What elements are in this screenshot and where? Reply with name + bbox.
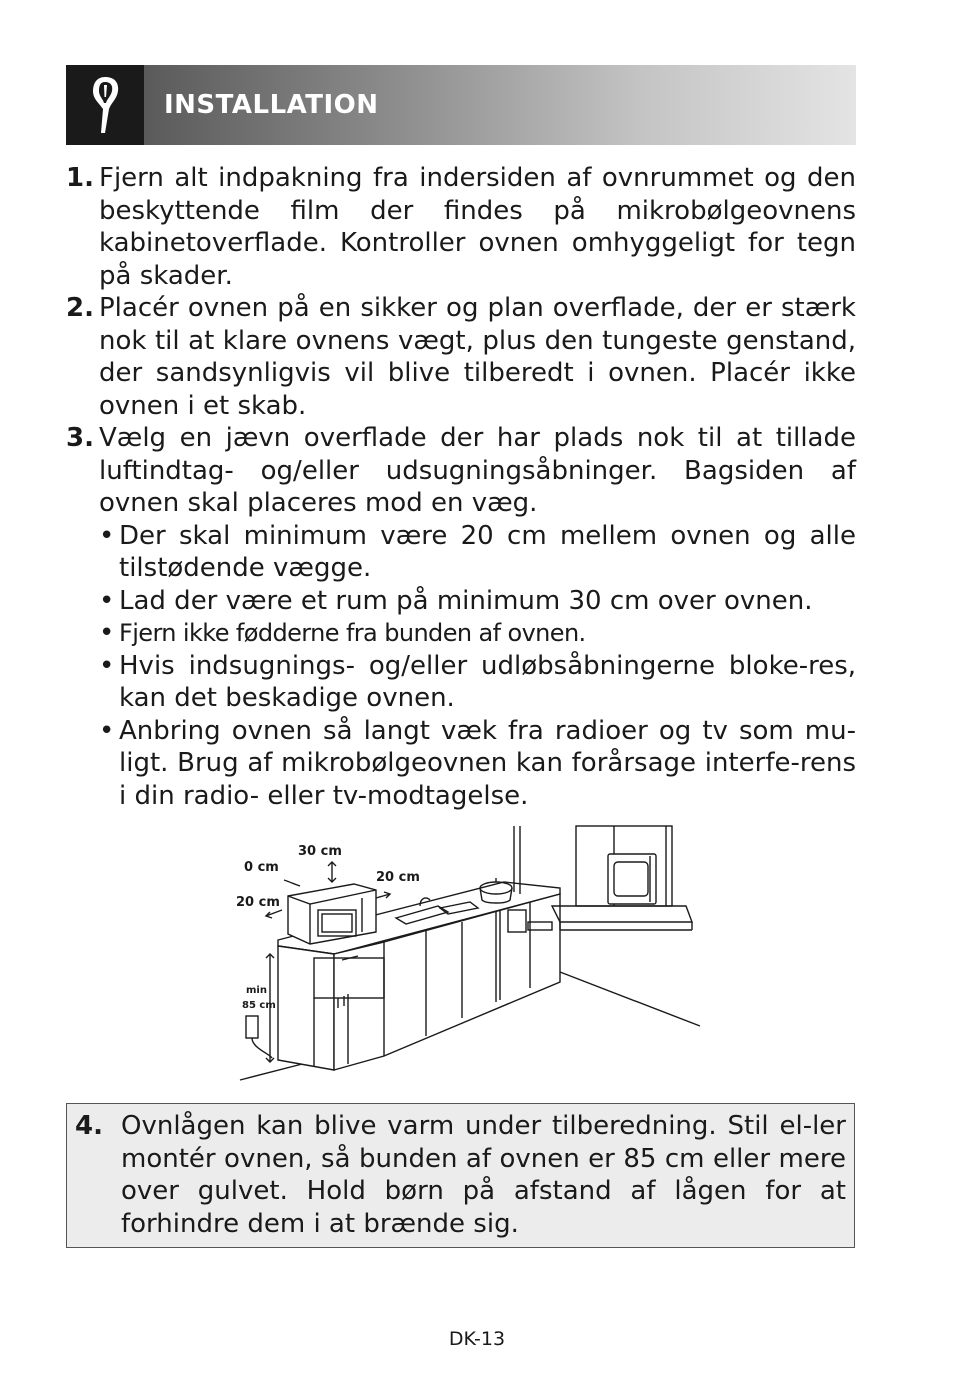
bullet-icon: • — [99, 520, 115, 551]
caution-icon-box — [66, 65, 144, 145]
bullet-text: Anbring ovnen så langt væk fra radioer og tv som mu-ligt. Brug af mikrobølgeovnen kan forårsage interfe-rens i din radio- eller tv-modtagelse. — [119, 715, 856, 811]
bullet-text: Hvis indsugnings- og/eller udløbsåbningerne bloke-res, kan det beskadige ovnen. — [119, 650, 856, 713]
bullet-item — [99, 520, 856, 585]
bullet-item — [99, 617, 856, 650]
note-text: Ovnlågen kan blive varm under tilberedning. Stil el-ler montér ovnen, så bunden af ovnen er 85 cm eller mere over gulvet. Hold børn på afstand af lågen for at forhindre dem i at brænde sig. — [121, 1111, 846, 1239]
bullet-icon: • — [99, 715, 115, 746]
height-label: 85 cm — [242, 1000, 276, 1011]
page-title: INSTALLATION — [164, 90, 379, 120]
item-number: 1. — [66, 163, 94, 193]
min-label: min — [246, 985, 267, 996]
instructions-list — [66, 162, 856, 812]
item-number: 3. — [66, 423, 94, 453]
list-item — [66, 162, 856, 292]
bullet-text: Der skal minimum være 20 cm mellem ovnen og alle tilstødende vægge. — [119, 520, 856, 583]
clearance-top-label: 30 cm — [298, 844, 342, 859]
item-number: 4. — [75, 1111, 103, 1141]
item-text: Fjern alt indpakning fra indersiden af ovnrummet og den beskyttende film der findes på mikrobølgeovnens kabinetoverflade. Kontroller ovnen omhyggeligt for tegn på skader. — [99, 163, 856, 291]
bullet-icon: • — [99, 618, 115, 648]
kitchen-clearance-illustration — [230, 822, 710, 1084]
bullet-icon: • — [99, 585, 115, 616]
socket-icon — [246, 1016, 272, 1058]
item-text: Vælg en jævn overflade der har plads nok til at tillade luftindtag- og/eller udsugningsåbninger. Bagsiden af ovnen skal placeres mod en væg. — [99, 423, 856, 518]
warning-note-box — [66, 1103, 855, 1248]
page-number: DK-13 — [448, 1328, 506, 1350]
section-header — [66, 65, 856, 145]
header-bar — [144, 65, 856, 145]
bullet-item — [99, 715, 856, 813]
clearance-left-label: 20 cm — [236, 895, 280, 910]
list-item — [66, 292, 856, 422]
bullet-text: Lad der være et rum på minimum 30 cm over ovnen. — [119, 585, 813, 616]
microwave-icon — [288, 884, 376, 944]
bullet-text: Fjern ikke fødderne fra bunden af ovnen. — [119, 619, 586, 647]
item-number: 2. — [66, 293, 94, 323]
bullet-item — [99, 585, 856, 618]
bullet-list — [99, 520, 856, 813]
list-item — [66, 422, 856, 520]
clearance-back-label: 0 cm — [244, 860, 279, 875]
item-text: Placér ovnen på en sikker og plan overflade, der er stærk nok til at klare ovnens vægt, plus den tungeste genstand, der sandsynligvis vil blive tilberedt i ovnen. Placér ikke ovnen i et skab. — [99, 293, 856, 421]
tv-icon — [608, 854, 656, 904]
caution-icon — [85, 73, 125, 137]
clearance-right-label: 20 cm — [376, 870, 420, 885]
bullet-item — [99, 650, 856, 715]
bullet-icon: • — [99, 650, 115, 681]
